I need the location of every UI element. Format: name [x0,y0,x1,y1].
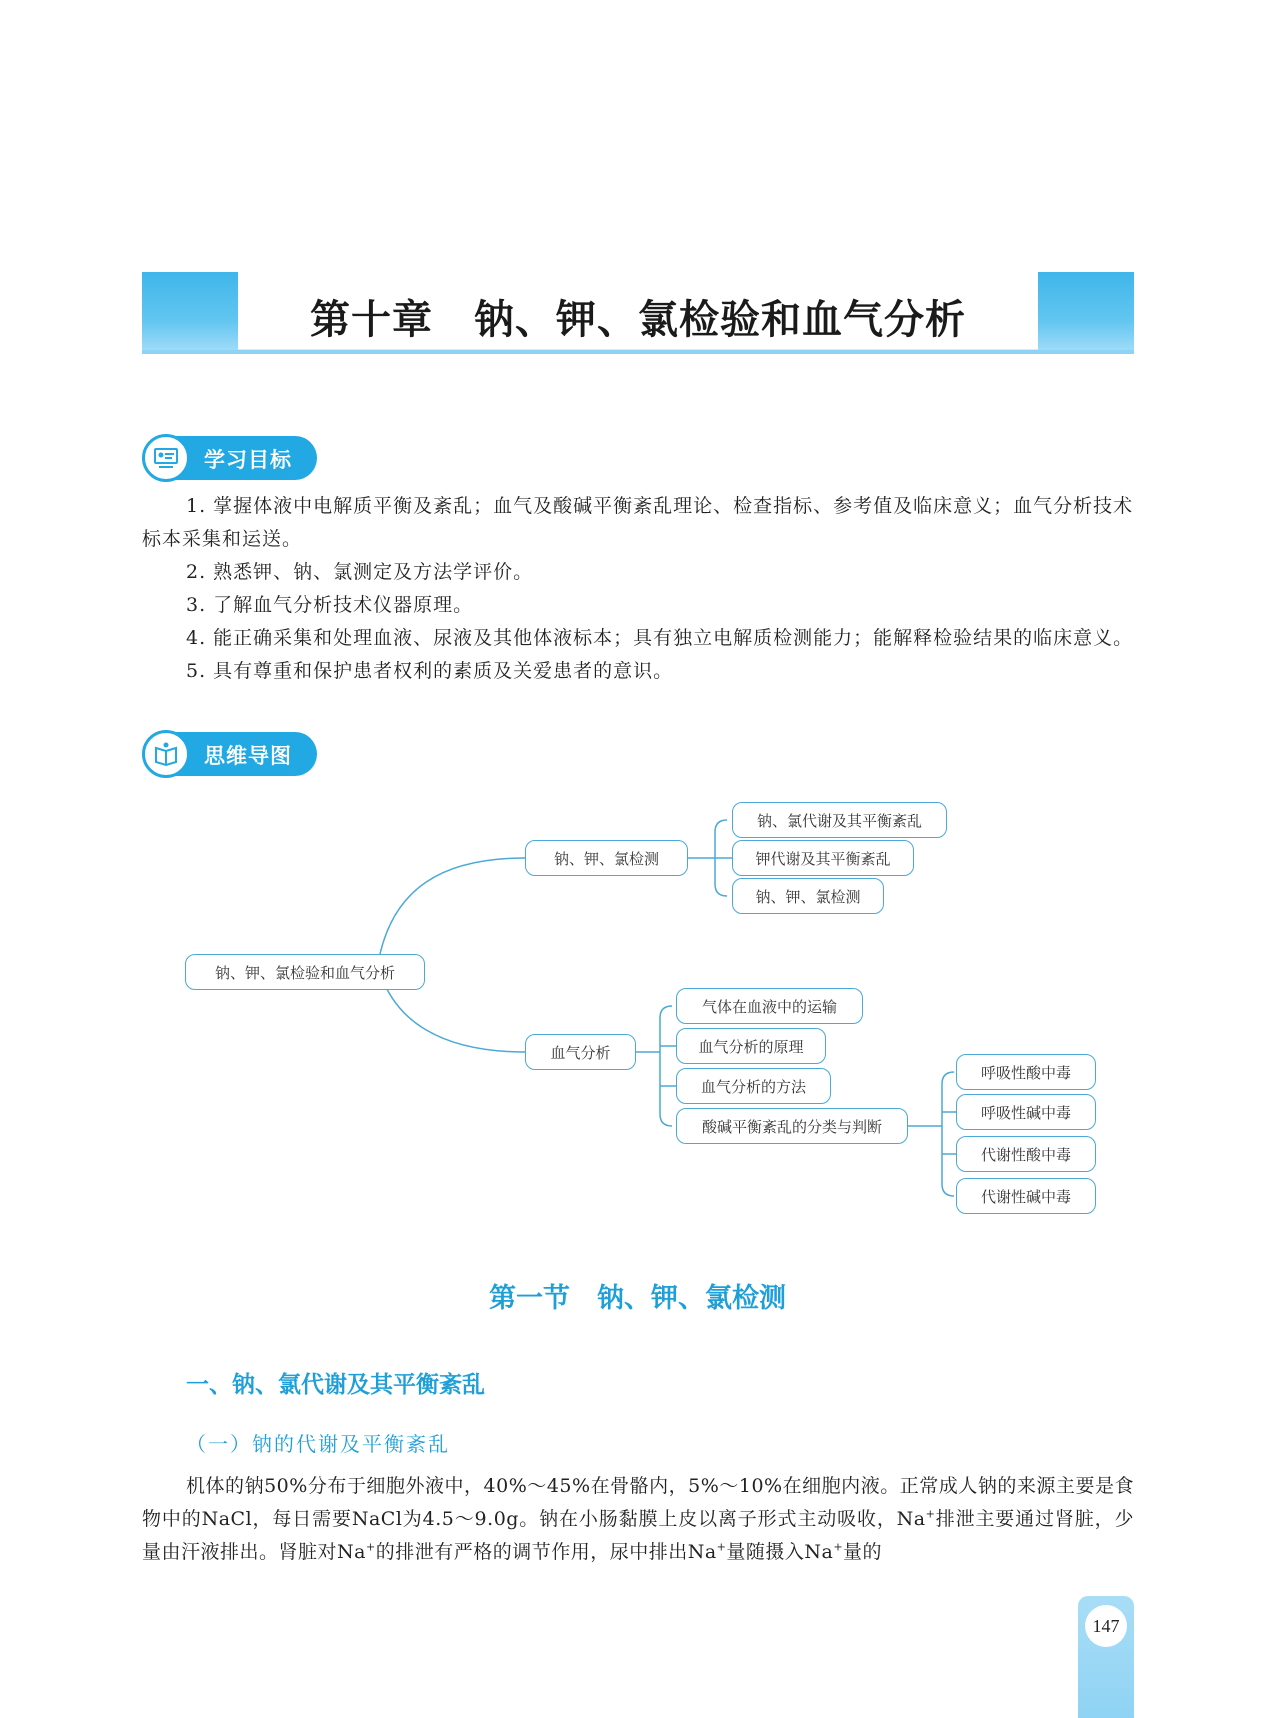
mindmap-acid-base-node: 代谢性酸中毒 [956,1136,1096,1172]
connector [380,858,525,954]
connector [660,1006,672,1126]
text-run: 量随摄入Na [726,1541,834,1563]
objective-item: 3. 了解血气分析技术仪器原理。 [186,594,474,616]
superscript: + [365,1540,376,1554]
banner-block-right [1038,272,1134,354]
mindmap-heading-label: 思维导图 [204,744,292,768]
mindmap-acid-base-node: 呼吸性酸中毒 [956,1054,1096,1090]
banner-block-left [142,272,238,354]
chapter-banner [142,272,1134,354]
mindmap-heading [142,730,317,778]
objective-item: 4. 能正确采集和处理血液、尿液及其他体液标本；具有独立电解质检测能力；能解释检验结果的临床意义。 [186,627,1134,649]
section-title: 第一节 钠、钾、氯检测 [489,1283,786,1314]
mindmap-leaf-node: 钾代谢及其平衡紊乱 [732,840,914,876]
objective-item: 1. 掌握体液中电解质平衡及紊乱；血气及酸碱平衡紊乱理论、检查指标、参考值及临床意义；血气分析技术标本采集和运送。 [142,495,1134,550]
objectives-list [142,490,1134,688]
text-run: 量的 [843,1541,883,1563]
mindmap-acid-base-node: 呼吸性碱中毒 [956,1094,1096,1130]
superscript: + [925,1507,936,1521]
mindmap-acid-base-node: 代谢性碱中毒 [956,1178,1096,1214]
objectives-heading [142,434,317,482]
mind-map [0,790,1275,1230]
subsection-title: 一、钠、氯代谢及其平衡紊乱 [186,1372,485,1398]
subsubsection-title: （一）钠的代谢及平衡紊乱 [186,1432,450,1456]
mindmap-leaf-node: 血气分析的方法 [676,1068,831,1104]
paragraph [142,1470,1134,1569]
objectives-heading-label: 学习目标 [204,448,292,472]
chapter-title: 第十章 钠、钾、氯检验和血气分析 [310,296,966,343]
text-run: 排泄主要通过肾脏，少量由汗液排出。肾脏对Na [142,1508,1134,1563]
banner-rule [142,350,1134,354]
text-run: 机体的钠50%分布于细胞外液中，40%～45%在骨骼内，5%～10%在细胞内液。正常成人钠的来源主要是食物中的NaCl，每日需要NaCl为4.5～9.0g。钠在小肠黏膜上皮以离子形式主动吸收，Na [142,1475,1134,1530]
mindmap-root: 钠、钾、氯检验和血气分析 [185,954,425,990]
body-paragraph [142,1470,1134,1569]
teacher-icon [153,445,179,471]
superscript: + [716,1540,727,1554]
superscript: + [833,1540,844,1554]
text-run: 的排泄有严格的调节作用，尿中排出Na [375,1541,717,1563]
objective-item: 5. 具有尊重和保护患者权利的素质及关爱患者的意识。 [186,660,674,682]
page-tab [1078,1596,1134,1718]
mindmap-leaf-node: 钠、氯代谢及其平衡紊乱 [732,802,947,838]
mindmap-leaf-node: 钠、钾、氯检测 [732,878,884,914]
mindmap-branch-node: 钠、钾、氯检测 [525,840,688,876]
objective-item: 2. 熟悉钾、钠、氯测定及方法学评价。 [186,561,534,583]
mindmap-leaf-node: 血气分析的原理 [676,1028,826,1064]
book-icon [153,741,179,767]
mindmap-leaf-node: 酸碱平衡紊乱的分类与判断 [676,1108,908,1144]
mindmap-branch-node: 血气分析 [525,1034,636,1070]
page-number: 147 [1085,1605,1127,1647]
connector [942,1072,954,1196]
mindmap-leaf-node: 气体在血液中的运输 [676,988,863,1024]
